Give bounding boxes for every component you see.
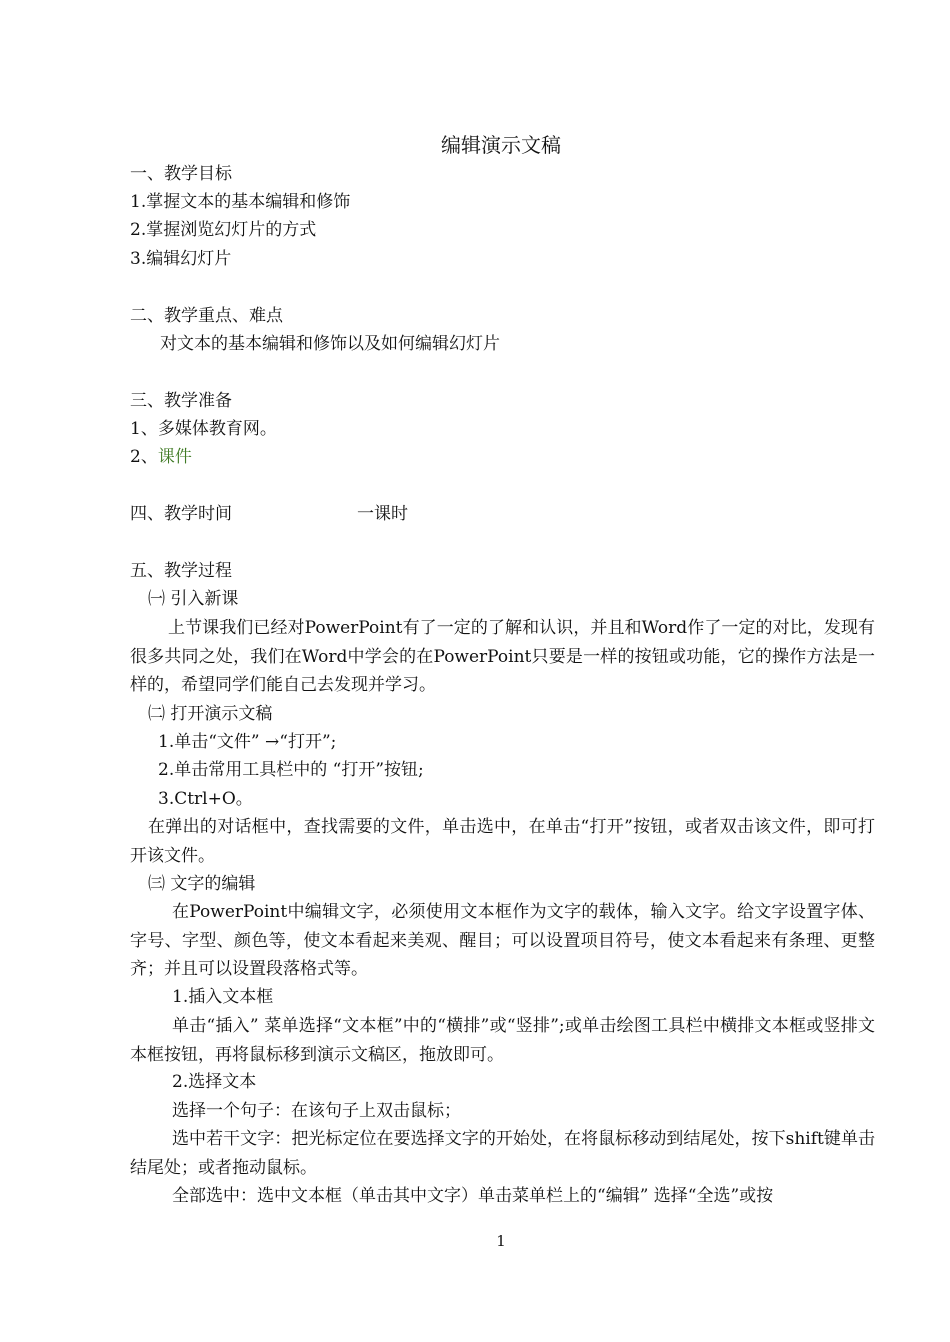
- process-step-2-heading: ㈡ 打开演示文稿: [148, 704, 273, 724]
- select-some-text: 选中若干文字：把光标定位在要选择文字的开始处，在将鼠标移动到结尾处，按下shift键单击结尾处；或者拖动鼠标。: [130, 1129, 875, 1178]
- document-title: 编辑演示文稿: [441, 133, 561, 157]
- open-method-2: 2.单击常用工具栏中的 “打开”按钮;: [158, 760, 424, 780]
- section-heading-process: 五、教学过程: [130, 561, 232, 581]
- select-text-heading: 2.选择文本: [172, 1072, 257, 1092]
- select-all-text: 全部选中：选中文本框（单击其中文字）单击菜单栏上的“编辑” 选择“全选”或按: [172, 1186, 774, 1206]
- process-step-3-heading: ㈢ 文字的编辑: [148, 874, 256, 894]
- goal-item-1: 1.掌握文本的基本编辑和修饰: [130, 192, 351, 212]
- goal-item-2: 2.掌握浏览幻灯片的方式: [130, 220, 317, 240]
- preparation-item-2-prefix: 2、: [130, 447, 158, 467]
- page-number: 1: [496, 1232, 506, 1250]
- open-dialog-body: 在弹出的对话框中，查找需要的文件，单击选中，在单击“打开”按钮，或者双击该文件，即可打开该文件。: [130, 817, 875, 866]
- courseware-link[interactable]: 课件: [157, 447, 192, 467]
- time-row: [130, 500, 875, 528]
- process-step-1-body: 上节课我们已经对PowerPoint有了一定的了解和认识，并且和Word作了一定的对比，发现有很多共同之处，我们在Word中学会的在PowerPoint只要是一样的按钮或功能，它的操作方法是一样的，希望同学们能自己去发现并学习。: [130, 618, 875, 695]
- time-value: 一课时: [357, 504, 408, 524]
- preparation-item-2: [130, 443, 875, 471]
- open-method-3: 3.Ctrl+O。: [158, 789, 253, 809]
- section-heading-preparation: 三、教学准备: [130, 391, 232, 411]
- section-heading-keypoints: 二、教学重点、难点: [130, 306, 283, 326]
- goal-item-3: 3.编辑幻灯片: [130, 249, 232, 269]
- process-step-1-heading: ㈠ 引入新课: [148, 589, 239, 609]
- section-heading-goals: 一、教学目标: [130, 164, 232, 184]
- preparation-item-1: 1、多媒体教育网。: [130, 419, 277, 439]
- section-heading-time: 四、教学时间: [130, 504, 232, 524]
- insert-textbox-heading: 1.插入文本框: [172, 987, 274, 1007]
- open-method-1: 1.单击“文件” →“打开”;: [158, 732, 337, 752]
- keypoints-body: 对文本的基本编辑和修饰以及如何编辑幻灯片: [160, 334, 500, 354]
- select-sentence: 选择一个句子：在该句子上双击鼠标；: [172, 1101, 461, 1121]
- insert-textbox-body: 单击“插入” 菜单选择“文本框”中的“横排”或“竖排”;或单击绘图工具栏中横排文本框或竖排文本框按钮，再将鼠标移到演示文稿区，拖放即可。: [130, 1016, 875, 1065]
- process-step-3-body: 在PowerPoint中编辑文字，必须使用文本框作为文字的载体，输入文字。给文字设置字体、字号、字型、颜色等，使文本看起来美观、醒目；可以设置项目符号，使文本看起来有条理、更整齐；并且可以设置段落格式等。: [130, 902, 875, 979]
